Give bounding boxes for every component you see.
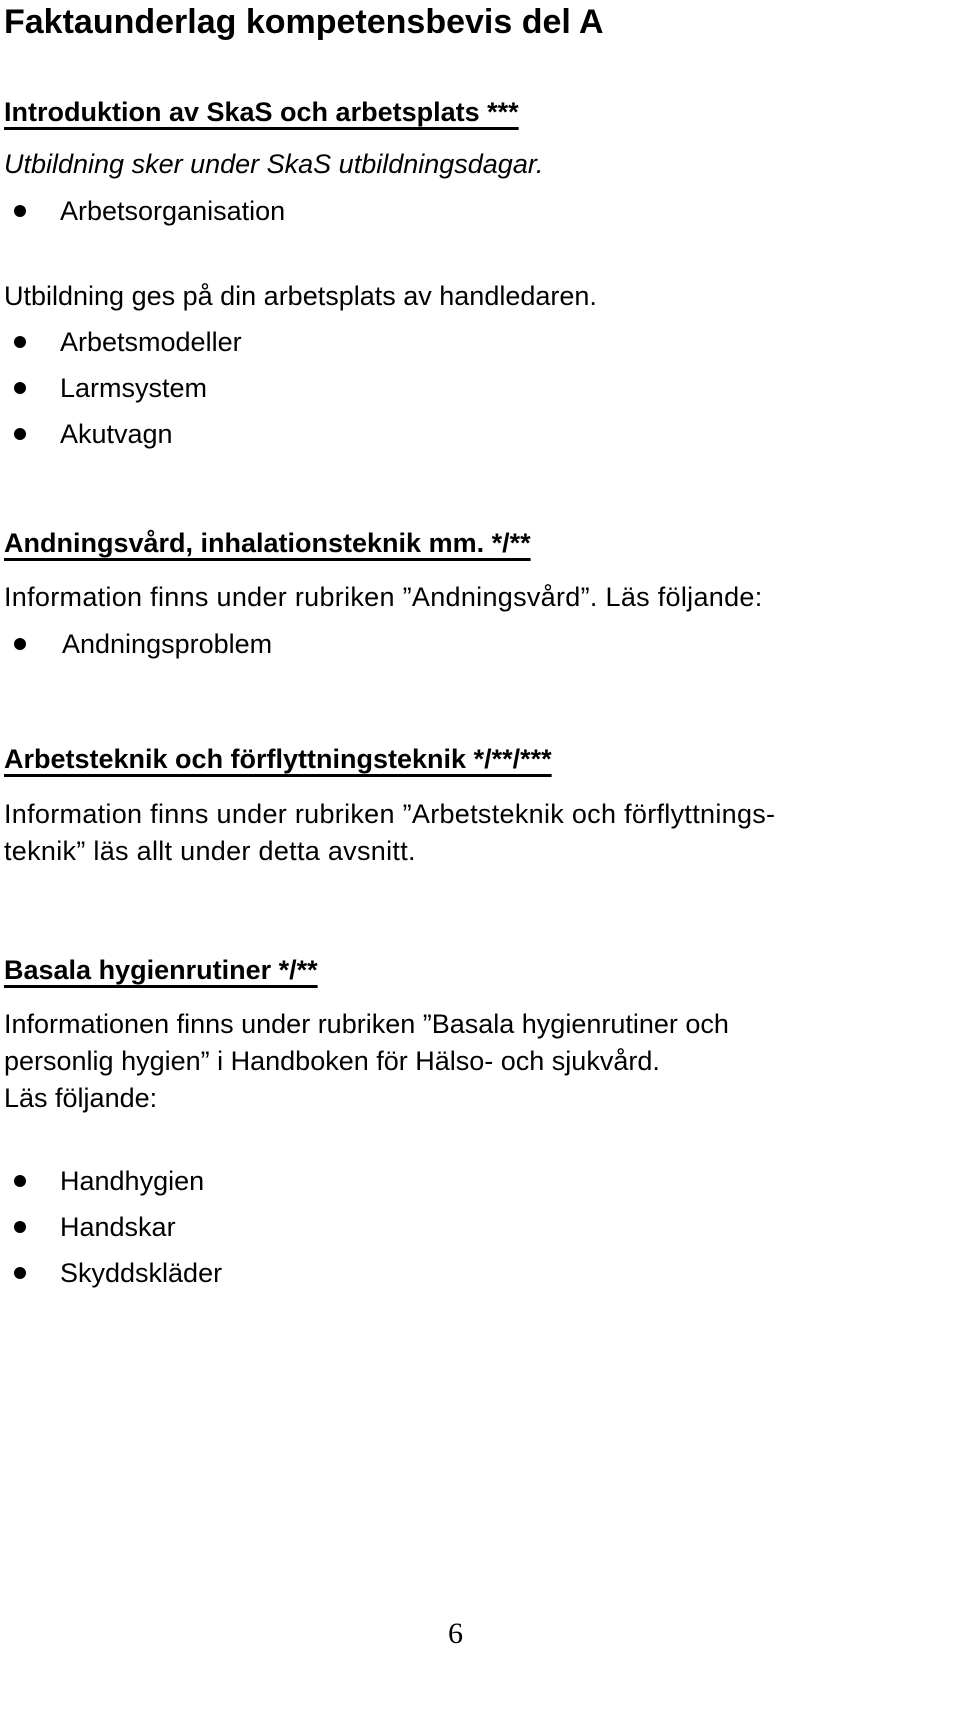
breathing-text: Information finns under rubriken ”Andningsvård”. Läs följande: (4, 582, 763, 612)
list-item-text: Akutvagn (60, 419, 173, 449)
technique-text-line-1: Information finns under rubriken ”Arbetsteknik och förflyttnings- (4, 799, 776, 829)
list-item-text: Skyddskläder (60, 1258, 223, 1288)
document-title: Faktaunderlag kompetensbevis del A (4, 3, 604, 41)
hygiene-text-line-3: Läs följande: (4, 1083, 158, 1113)
intro-text-2: Utbildning ges på din arbetsplats av handledaren. (4, 281, 597, 311)
bullet-icon (14, 382, 26, 394)
list-item-text: Handhygien (60, 1166, 205, 1196)
bullet-icon (14, 428, 26, 440)
intro-note: Utbildning sker under SkaS utbildningsdagar. (4, 149, 544, 179)
bullet-icon (14, 336, 26, 348)
bullet-icon (14, 1221, 26, 1233)
list-item-text: Larmsystem (60, 373, 208, 403)
page-number: 6 (448, 1617, 463, 1650)
section-heading-technique: Arbetsteknik och förflyttningsteknik */**/*** (4, 744, 552, 774)
bullet-icon (14, 1267, 26, 1279)
technique-text-line-2: teknik” läs allt under detta avsnitt. (4, 836, 416, 866)
list-item-text: Arbetsorganisation (60, 196, 286, 226)
bullet-icon (14, 638, 26, 650)
hygiene-text-line-2: personlig hygien” i Handboken för Hälso- och sjukvård. (4, 1046, 660, 1076)
section-heading-breathing: Andningsvård, inhalationsteknik mm. */** (4, 528, 531, 558)
section-heading-hygiene: Basala hygienrutiner */** (4, 955, 318, 985)
bullet-icon (14, 205, 26, 217)
section-heading-intro: Introduktion av SkaS och arbetsplats *** (4, 97, 519, 127)
list-item-text: Handskar (60, 1212, 176, 1242)
bullet-icon (14, 1175, 26, 1187)
list-item-text: Arbetsmodeller (60, 327, 242, 357)
hygiene-text-line-1: Informationen finns under rubriken ”Basala hygienrutiner och (4, 1009, 729, 1039)
list-item-text: Andningsproblem (62, 629, 273, 659)
